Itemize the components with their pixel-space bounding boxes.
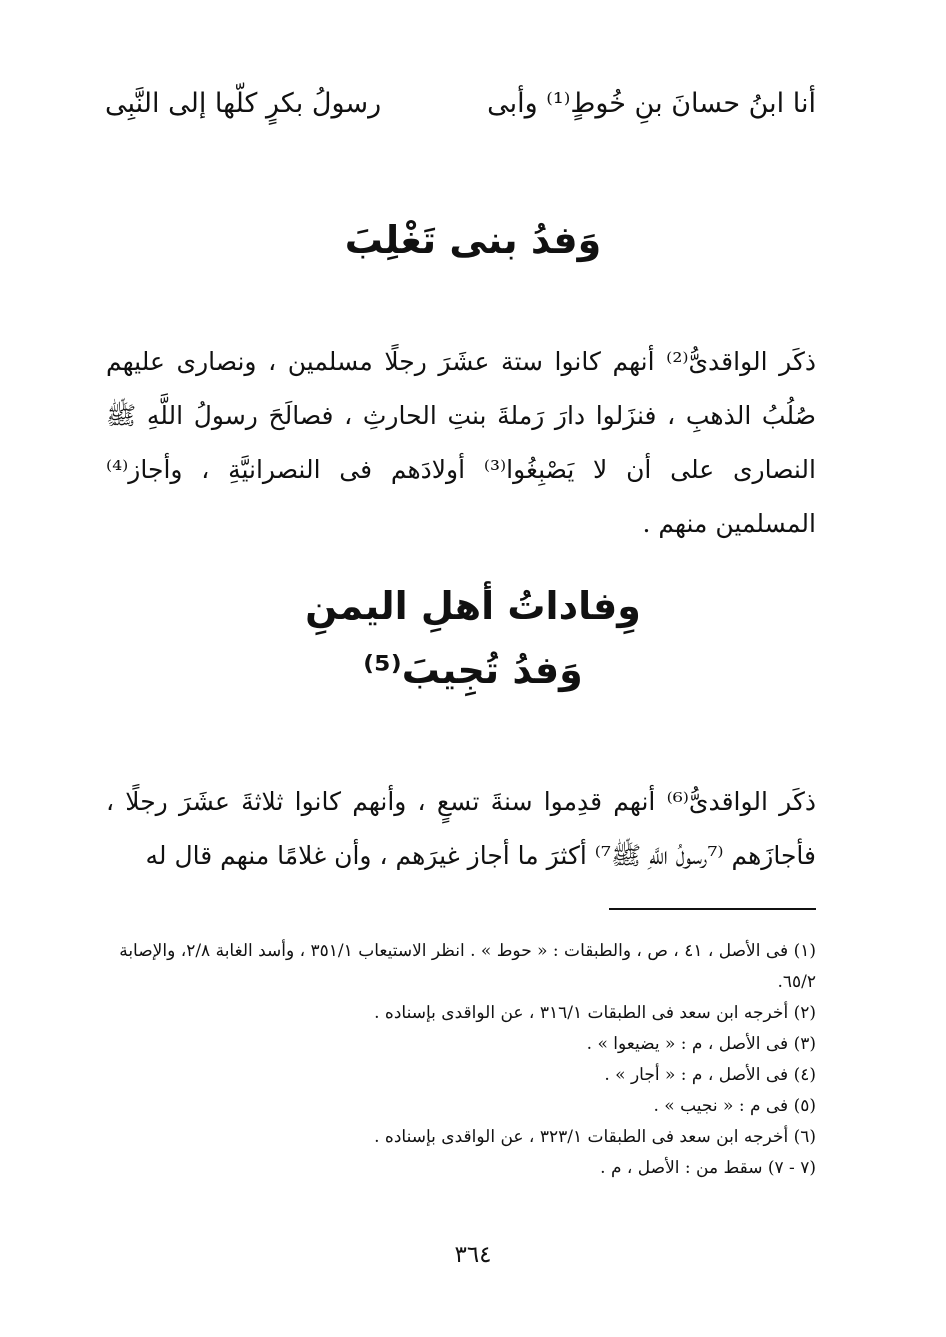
footnote: (١) فى الأصل ، ٤١ ، ص ، والطبقات : « حوط » . انظر الاستيعاب ٣٥١/١ ، وأسد الغابة ٢/٨، والإصابة ٦٥/٢. — [119, 941, 816, 992]
footnotes — [106, 936, 816, 1184]
page-number: ٣٦٤ — [454, 1242, 492, 1268]
footnote-separator — [609, 908, 816, 910]
footnote: (٧ - ٧) سقط من : الأصل ، م . — [600, 1158, 816, 1178]
section-subtitle-tujib: وَفدُ تُجِيبَ⁽⁵⁾ — [363, 648, 583, 692]
footnote: (٣) فى الأصل ، م : « يضيعوا » . — [586, 1034, 816, 1054]
footnote: (٥) فى م : « نجيب » . — [653, 1096, 816, 1116]
footnote: (٢) أخرجه ابن سعد فى الطبقات ٣١٦/١ ، عن الواقدى بإسناده . — [374, 1003, 816, 1023]
poetry-verse — [105, 84, 816, 124]
section-paragraph-tujib: ذكَر الواقدىُّ⁽⁶⁾ أنهم قدِموا سنةَ تسعٍ ، وأنهم كانوا ثلاثةَ عشَرَ رجلًا ، فأجازَهم ⁽⁷رسولُ اللَّهِ ﷺ⁷⁾ أكثرَ ما أجاز غيرَهم ، وأن غلامًا منهم قال له — [106, 787, 817, 870]
section-paragraph-banu-taghlib: ذكَر الواقدىُّ⁽²⁾ أنهم كانوا ستة عشَرَ رجلًا مسلمين ، ونصارى عليهم صُلُبُ الذهبِ ، فنزَلوا دارَ رَملةَ بنتِ الحارثِ ، فصالَحَ رسولُ اللَّهِ ﷺ النصارى على أن لا يَصْبِغُوا⁽³⁾ أولادَهم فى النصرانيَّةِ ، وأجاز⁽⁴⁾ المسلمين منهم . — [106, 347, 816, 538]
footnote: (٤) فى الأصل ، م : « أجار » . — [604, 1065, 816, 1085]
verse-second-hemistich: رسولُ بكرٍ كلّها إلى النَّبِى — [105, 88, 382, 119]
section-title-banu-taghlib: وَفدُ بنى تَغْلِبَ — [344, 218, 602, 262]
section-title-yemen-delegations: وِفاداتُ أهلِ اليمنِ — [305, 584, 641, 628]
footnote: (٦) أخرجه ابن سعد فى الطبقات ٣٢٣/١ ، عن الواقدى بإسناده . — [374, 1127, 816, 1147]
verse-first-hemistich: أنا ابنُ حسانَ بنِ خُوطٍ⁽¹⁾ وأبى — [487, 88, 816, 119]
